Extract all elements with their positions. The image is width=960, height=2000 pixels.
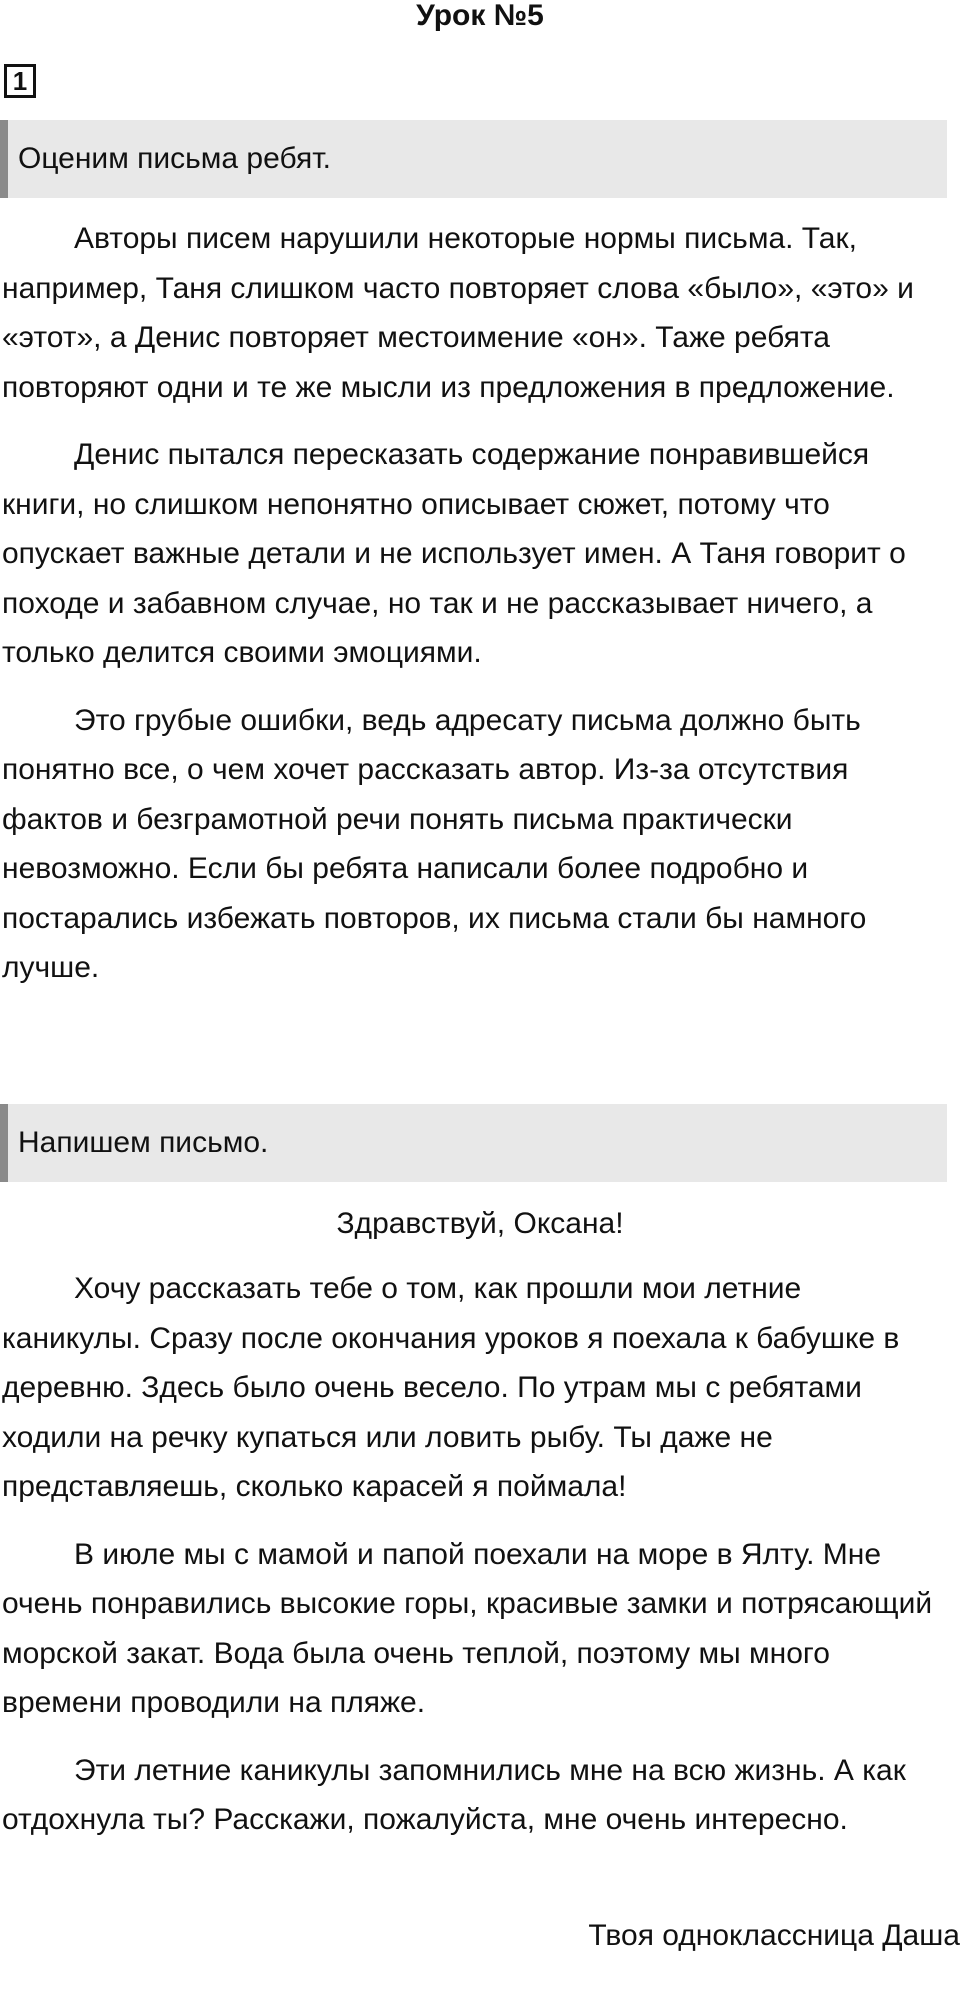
letter-signature: Твоя одноклассница Даша [588,1919,960,1952]
evaluation-text [2,214,947,1011]
task-number-box: 1 [4,64,36,98]
evaluation-paragraph: Денис пытался пересказать содержание понравившейся книги, но слишком непонятно описывает сюжет, потому что опускает важные детали и не использует имен. А Таня говорит о походе и забавном случае, но так и не рассказывает ничего, а только делится своими эмоциями. [2,438,906,669]
lesson-title: Урок №5 [416,0,544,32]
letter-paragraph: Хочу рассказать тебе о том, как прошли мои летние каникулы. Сразу после окончания уроков я поехала к бабушке в деревню. Здесь было очень весело. По утрам мы с ребятами ходили на речку купаться или ловить рыбу. Ты даже не представляешь, сколько карасей я поймала! [2,1272,900,1503]
letter-paragraph: Эти летние каникулы запомнились мне на всю жизнь. А как отдохнула ты? Расскажи, пожалуйста, мне очень интересно. [2,1753,906,1836]
letter-body [2,1264,947,1863]
section-header-write-letter: Напишем письмо. [0,1104,947,1182]
letter-paragraph: В июле мы с мамой и папой поехали на море в Ялту. Мне очень понравились высокие горы, красивые замки и потрясающий морской закат. Вода была очень теплой, поэтому мы много времени проводили на пляже. [2,1537,933,1719]
evaluation-paragraph: Это грубые ошибки, ведь адресату письма должно быть понятно все, о чем хочет рассказать автор. Из-за отсутствия фактов и безграмотной речи понять письма практически невозможно. Если бы ребята написали более подробно и постарались избежать повторов, их письма стали бы намного лучше. [2,703,867,984]
section-header-evaluate: Оценим письма ребят. [0,120,947,198]
evaluation-paragraph: Авторы писем нарушили некоторые нормы письма. Так, например, Таня слишком часто повторяет слова «было», «это» и «этот», а Денис повторяет местоимение «он». Таже ребята повторяют одни и те же мысли из предложения в предложение. [2,222,914,404]
letter-greeting: Здравствуй, Оксана! [336,1207,624,1240]
